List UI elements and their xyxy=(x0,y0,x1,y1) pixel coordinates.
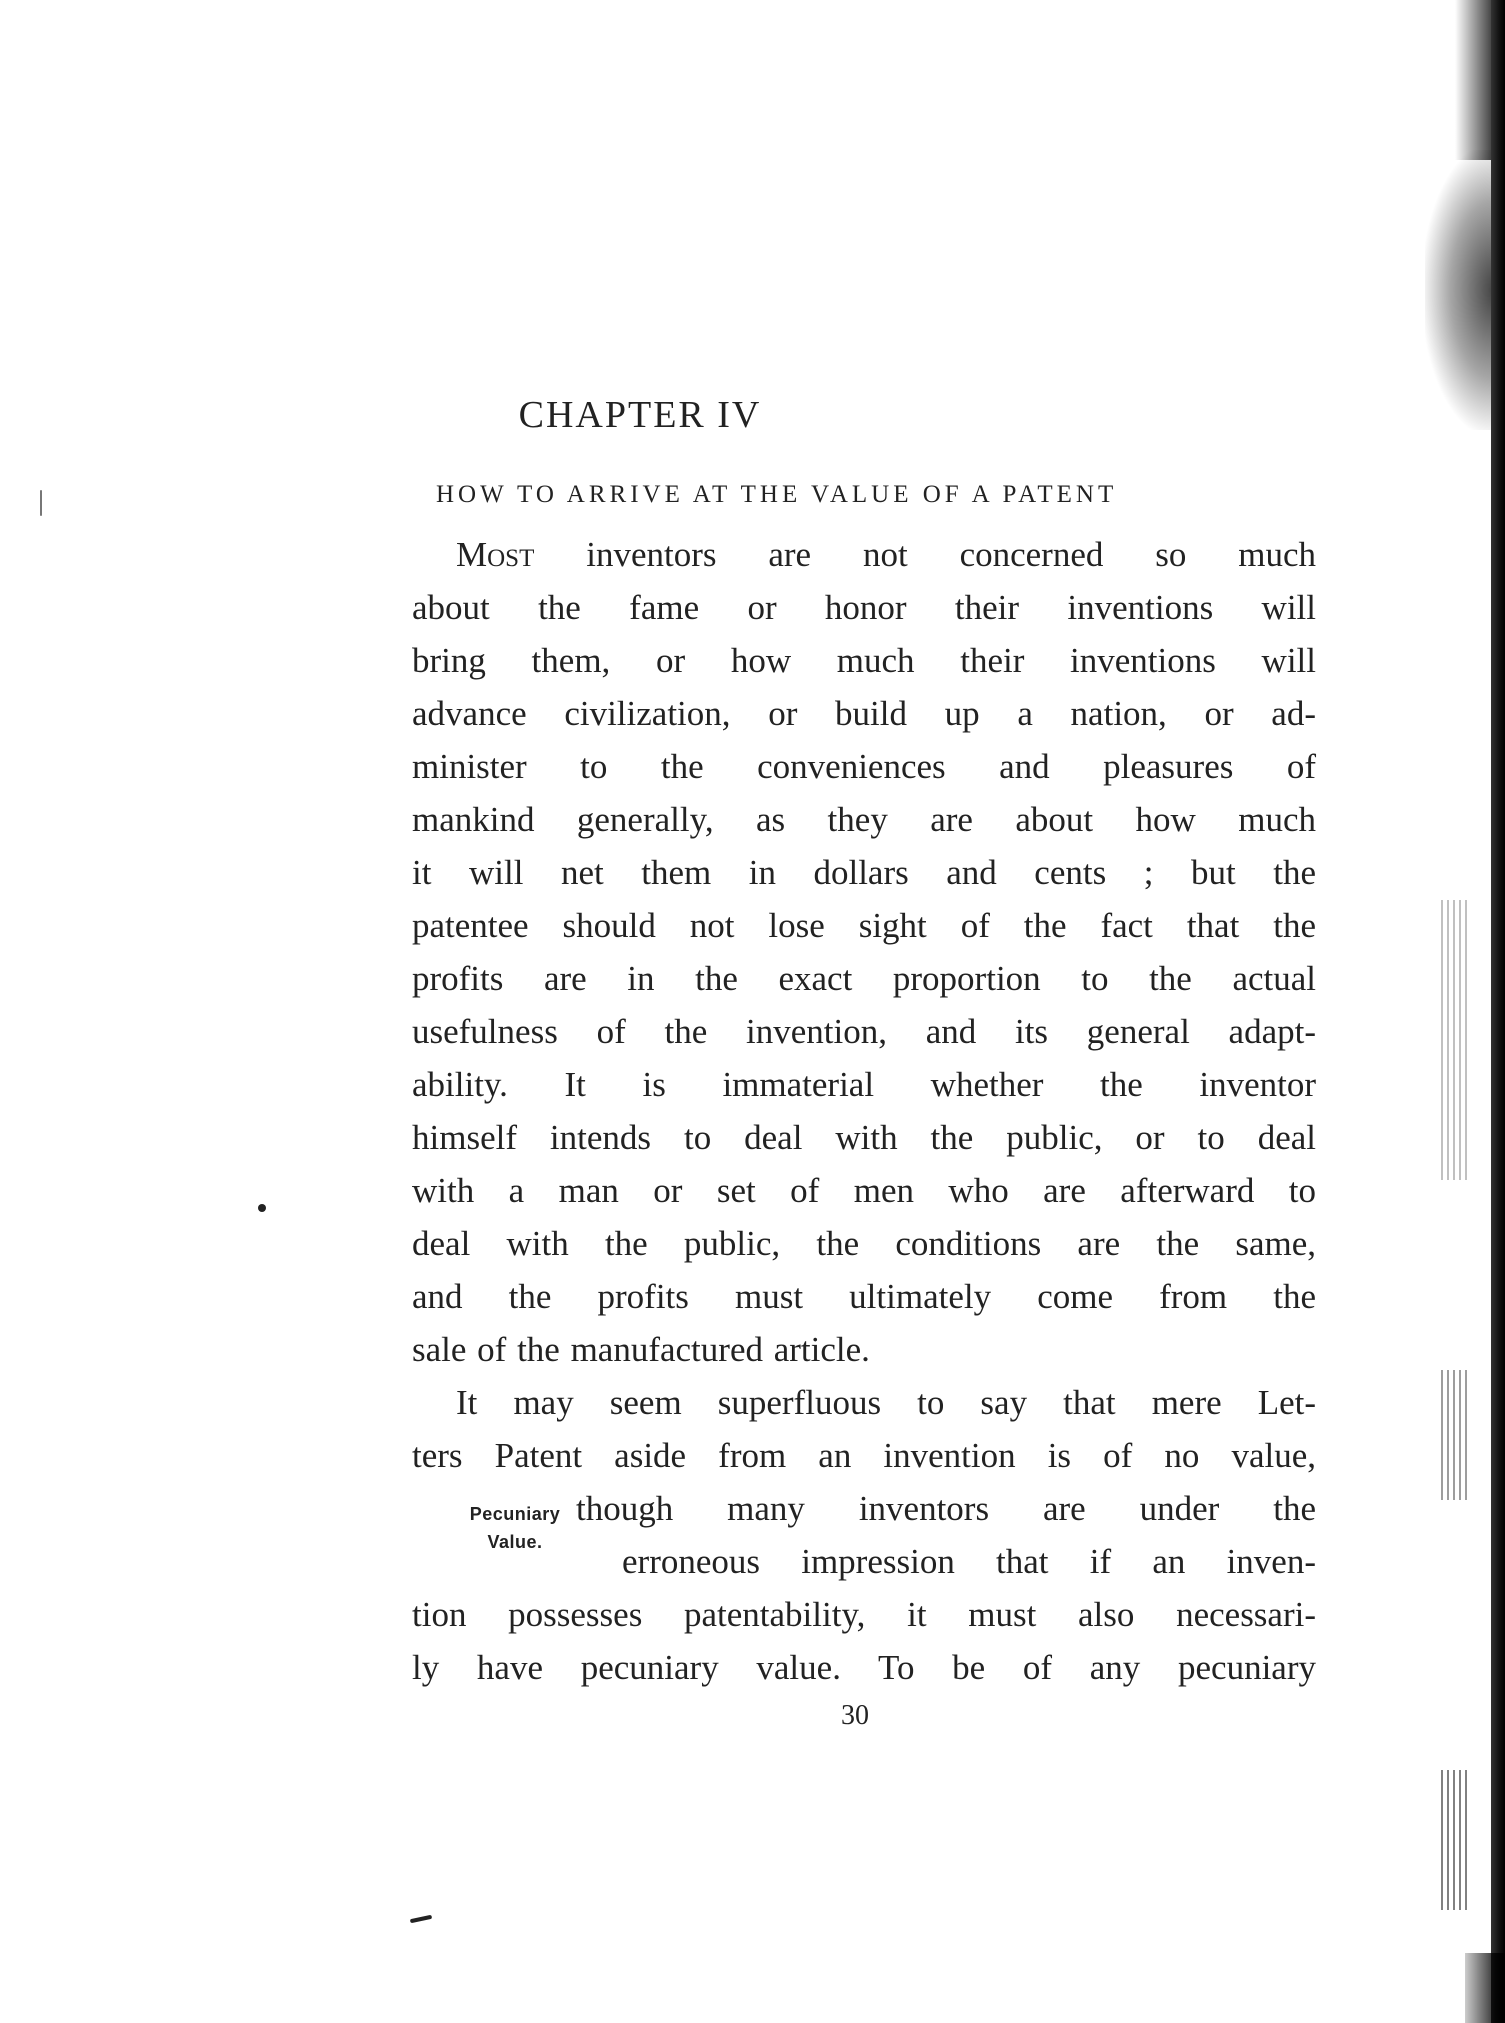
text-line xyxy=(412,528,1316,581)
chapter-subtitle: HOW TO ARRIVE AT THE VALUE OF A PATENT xyxy=(436,480,1118,508)
text-line: It may seem superfluous to say that mere Let- xyxy=(456,1383,1316,1422)
edge-marks-lower xyxy=(1441,1770,1471,1910)
drop-word: Most xyxy=(456,535,535,574)
edge-tick xyxy=(40,490,42,516)
text-line: ters Patent aside from an invention is of no value, xyxy=(412,1436,1316,1475)
binding-shadow-top xyxy=(1455,0,1495,160)
text-line: though many inventors are under the xyxy=(576,1489,1316,1528)
text-line-rest: inventors are not concerned so much xyxy=(534,535,1316,574)
text-line: deal with the public, the conditions are the same, xyxy=(412,1224,1316,1263)
text-line: tion possesses patentability, it must also necessari- xyxy=(412,1595,1316,1634)
margin-note-line: Value. xyxy=(487,1532,543,1552)
edge-marks-upper xyxy=(1441,900,1471,1180)
text-line: ability. It is immaterial whether the inventor xyxy=(412,1065,1316,1104)
ink-speck xyxy=(258,1204,266,1212)
text-line: usefulness of the invention, and its general adapt- xyxy=(412,1012,1316,1051)
chapter-title: CHAPTER IV xyxy=(518,394,762,437)
binding-shadow-bottom xyxy=(1465,1953,1505,2023)
text-line: bring them, or how much their inventions will xyxy=(412,641,1316,680)
margin-note-line: Pecuniary xyxy=(469,1504,561,1524)
text-line: mankind generally, as they are about how much xyxy=(412,800,1316,839)
page-number: 30 xyxy=(841,1700,869,1731)
text-line: with a man or set of men who are afterward to xyxy=(412,1171,1316,1210)
text-line: profits are in the exact proportion to the actual xyxy=(412,959,1316,998)
binding-smudge xyxy=(1425,150,1495,430)
text-line: advance civilization, or build up a nation, or ad- xyxy=(412,694,1316,733)
margin-note xyxy=(430,1500,600,1556)
text-line: himself intends to deal with the public, or to deal xyxy=(412,1118,1316,1157)
text-line: minister to the conveniences and pleasures of xyxy=(412,747,1316,786)
edge-marks-middle xyxy=(1441,1370,1471,1500)
text-line: patentee should not lose sight of the fact that the xyxy=(412,906,1316,945)
text-line: erroneous impression that if an inven- xyxy=(622,1542,1316,1581)
text-line: it will net them in dollars and cents ; but the xyxy=(412,853,1316,892)
text-line: about the fame or honor their inventions will xyxy=(412,588,1316,627)
text-line: sale of the manufactured article. xyxy=(412,1330,870,1369)
text-line: ly have pecuniary value. To be of any pecuniary xyxy=(412,1648,1316,1687)
ink-mark xyxy=(410,1915,432,1923)
text-line: and the profits must ultimately come from the xyxy=(412,1277,1316,1316)
